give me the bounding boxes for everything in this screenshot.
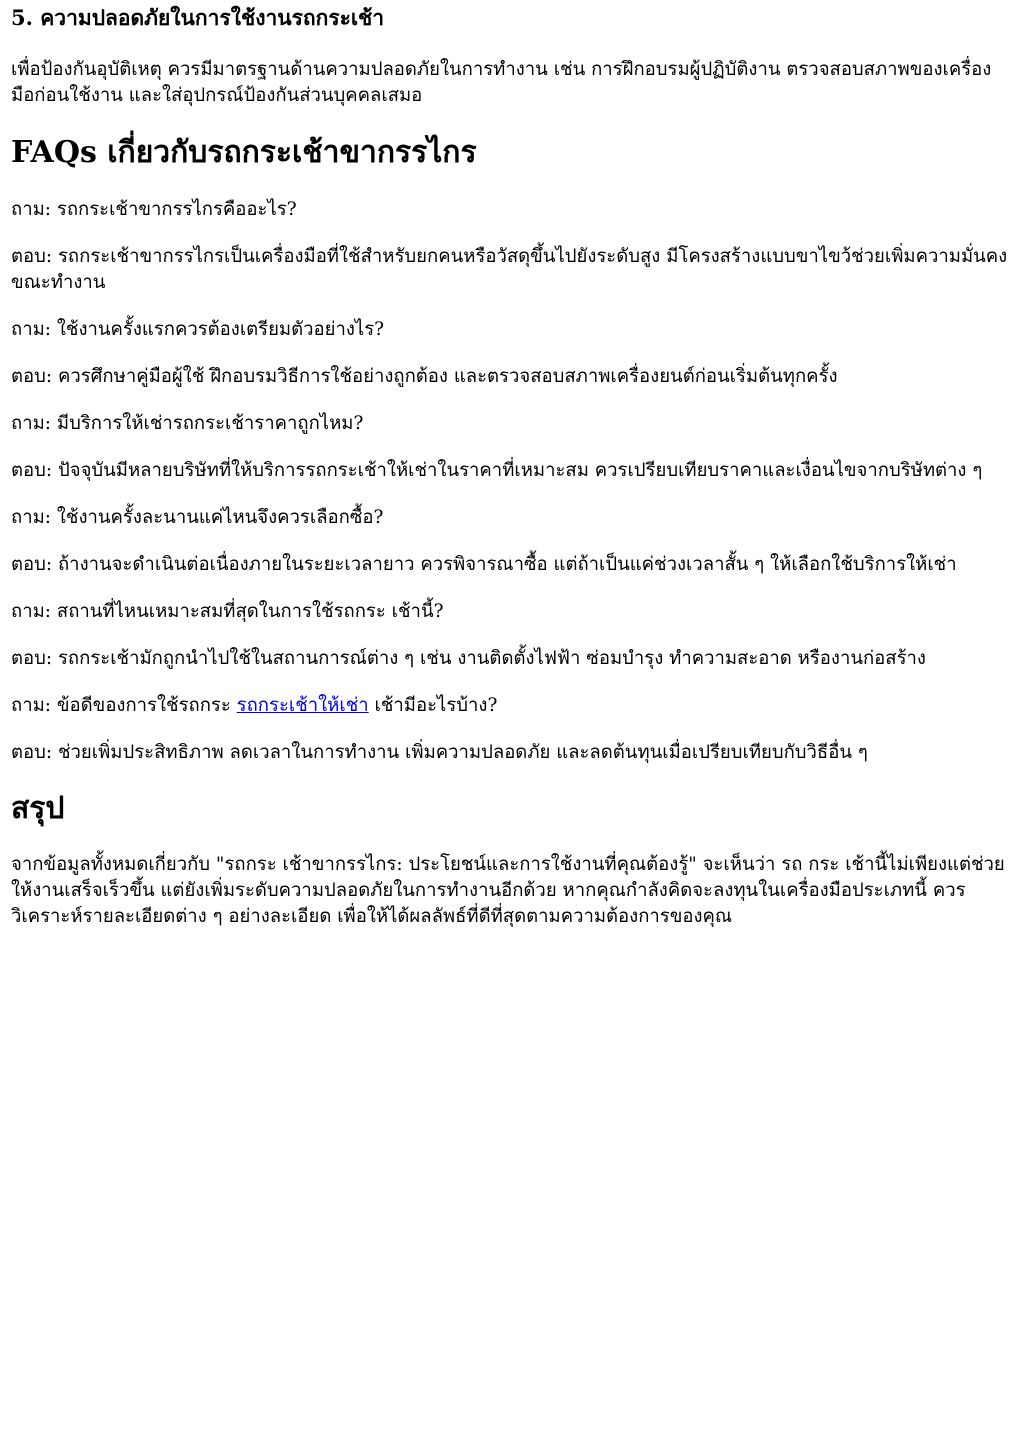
rental-link[interactable]: รถกระเช้าให้เช่า	[236, 695, 369, 716]
section-paragraph: เพื่อป้องกันอุบัติเหตุ ควรมีมาตรฐานด้านความปลอดภัยในการทำงาน เช่น การฝึกอบรมผู้ปฏิบัติงาน ตรวจสอบสภาพของเครื่องมือก่อนใช้งาน และใส่อุปกรณ์ป้องกันส่วนบุคคลเสมอ	[11, 59, 992, 106]
faq-question: ถาม: มีบริการให้เช่ารถกระเช้าราคาถูกไหม?	[11, 413, 364, 434]
faq-question	[11, 693, 1013, 719]
faq-answer: ตอบ: ปัจจุบันมีหลายบริษัทที่ให้บริการรถกระเช้าให้เช่าในราคาที่เหมาะสม ควรเปรียบเทียบราคาและเงื่อนไขจากบริษัทต่าง ๆ	[11, 460, 983, 481]
faq-question: ถาม: สถานที่ไหนเหมาะสมที่สุดในการใช้รถกระ เช้านี้?	[11, 601, 444, 622]
summary-heading: สรุป	[11, 791, 65, 826]
faq-answer: ตอบ: ควรศึกษาคู่มือผู้ใช้ ฝึกอบรมวิธีการใช้อย่างถูกต้อง และตรวจสอบสภาพเครื่องยนต์ก่อนเริ่มต้นทุกครั้ง	[11, 366, 838, 387]
section-heading: 5. ความปลอดภัยในการใช้งานรถกระเช้า	[11, 5, 385, 30]
faq-question-text: ถาม: ข้อดีของการใช้รถกระ	[11, 695, 237, 716]
faq-question: ถาม: รถกระเช้าขากรรไกรคืออะไร?	[11, 199, 297, 220]
faq-question: ถาม: ใช้งานครั้งแรกควรต้องเตรียมตัวอย่างไร?	[11, 319, 385, 340]
faq-answer: ตอบ: ถ้างานจะดำเนินต่อเนื่องภายในระยะเวลายาว ควรพิจารณาซื้อ แต่ถ้าเป็นแค่ช่วงเวลาสั้น ๆ ให้เลือกใช้บริการให้เช่า	[11, 554, 957, 575]
faq-answer: ตอบ: รถกระเช้ามักถูกนำไปใช้ในสถานการณ์ต่าง ๆ เช่น งานติดตั้งไฟฟ้า ซ่อมบำรุง ทำความสะอาด หรืองานก่อสร้าง	[11, 648, 926, 669]
faq-heading: FAQs เกี่ยวกับรถกระเช้าขากรรไกร	[11, 135, 477, 170]
faq-list	[11, 197, 1013, 766]
faq-answer: ตอบ: ช่วยเพิ่มประสิทธิภาพ ลดเวลาในการทำงาน เพิ่มความปลอดภัย และลดต้นทุนเมื่อเปรียบเทียบกับวิธีอื่น ๆ	[11, 742, 868, 763]
faq-question-text-end: เช้ามีอะไรบ้าง?	[368, 695, 498, 716]
summary-paragraph: จากข้อมูลทั้งหมดเกี่ยวกับ "รถกระ เช้าขากรรไกร: ประโยชน์และการใช้งานที่คุณต้องรู้" จะเห็นว่า รถ กระ เช้านี้ไม่เพียงแต่ช่วยให้งานเสร็จเร็วขึ้น แต่ยังเพิ่มระดับความปลอดภัยในการทำงานอีกด้วย หากคุณกำลังคิดจะลงทุนในเครื่องมือประเภทนี้ ควรวิเคราะห์รายละเอียดต่าง ๆ อย่างละเอียด เพื่อให้ได้ผลลัพธ์ที่ดีที่สุดตามความต้องการของคุณ	[11, 854, 1005, 927]
article-page	[0, 4, 1024, 930]
faq-answer: ตอบ: รถกระเช้าขากรรไกรเป็นเครื่องมือที่ใช้สำหรับยกคนหรือวัสดุขึ้นไปยังระดับสูง มีโครงสร้างแบบขาไขว้ช่วยเพิ่มความมั่นคงขณะทำงาน	[11, 246, 1008, 293]
faq-question: ถาม: ใช้งานครั้งละนานแค่ไหนจึงควรเลือกซื้อ?	[11, 507, 384, 528]
